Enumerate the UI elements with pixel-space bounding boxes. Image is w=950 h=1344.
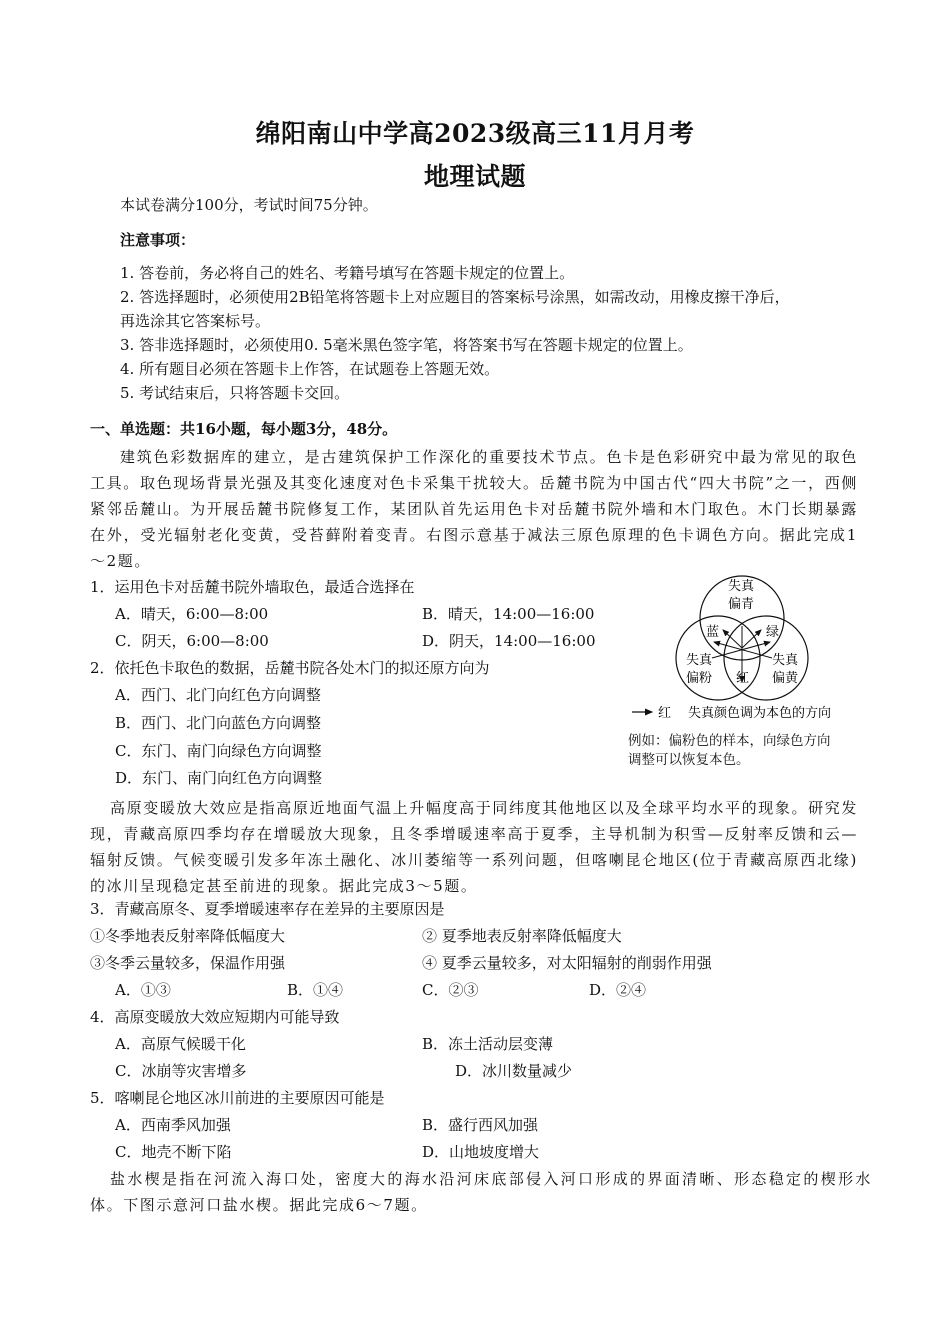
option-d: D．东门、南门向红色方向调整 [115, 769, 323, 787]
statement-1: ①冬季地表反射率降低幅度大 [90, 927, 286, 945]
passage-color-card: 建筑色彩数据库的建立，是古建筑保护工作深化的重要技术节点。色卡是色彩研究中最为常见的取色工具。取色现场背景光强及其变化速度对色卡采集干扰较大。岳麓书院为中国古代“四大书院”之一，西侧紧邻岳麓山。为开展岳麓书院修复工作，某团队首先运用色卡对岳麓书院外墙和木门取色。木门长期暴露在外，受光辐射老化变黄，受苔藓附着变青。右图示意基于减法三原色原理的色卡调色方向。据此完成1～2题。 [90, 448, 858, 570]
legend-arrow-label: 红 [658, 706, 672, 720]
circle-right-label: 偏黄 [772, 671, 799, 686]
statement-2: ② 夏季地表反射率降低幅度大 [422, 927, 622, 945]
option-d: D．阴天，14:00—16:00 [422, 632, 596, 650]
option-c: C．东门、南门向绿色方向调整 [115, 742, 322, 760]
question-stem: 4．高原变暖放大效应短期内可能导致 [90, 1008, 340, 1026]
option-d: D．山地坡度增大 [422, 1143, 540, 1161]
option-a: A．西南季风加强 [115, 1116, 231, 1134]
option-b: B．盛行西风加强 [422, 1116, 539, 1134]
option-a: A．①③ [115, 981, 171, 999]
page-title: 绵阳南山中学高2023级高三11月月考 [255, 119, 695, 148]
notice-item: 5. 考试结束后，只将答题卡交回。 [120, 384, 350, 402]
option-d: D．②④ [589, 981, 647, 999]
notice-item: 3. 答非选择题时，必须使用0. 5毫米黑色签字笔，将答案书写在答题卡规定的位置上。 [120, 336, 693, 354]
option-a: A．高原气候暖干化 [115, 1035, 246, 1053]
label-blue: 蓝 [706, 625, 720, 640]
option-a: A．西门、北门向红色方向调整 [115, 686, 321, 704]
passage-plateau-warming: 高原变暖放大效应是指高原近地面气温上升幅度高于同纬度其他地区以及全球平均水平的现象。研究发现，青藏高原四季均存在增暖放大现象，且冬季增暖速率高于夏季，主导机制为积雪—反射率反馈和云—辐射反馈。气候变暖引发多年冻土融化、冰川萎缩等一系列问题，但喀喇昆仑地区(位于青藏高原西北缘)的冰川呈现稳定甚至前进的现象。据此完成3～5题。 [90, 799, 858, 895]
question-stem: 3．青藏高原冬、夏季增暖速率存在差异的主要原因是 [90, 900, 445, 918]
option-b: B．①④ [287, 981, 344, 999]
label-red: 红 [736, 671, 750, 686]
option-a: A．晴天，6:00—8:00 [115, 605, 269, 623]
option-c: C．②③ [422, 981, 479, 999]
question-stem: 2．依托色卡取色的数据，岳麓书院各处木门的拟还原方向为 [90, 659, 490, 677]
option-b: B．晴天，14:00—16:00 [422, 605, 595, 623]
passage-salt-wedge: 盐水楔是指在河流入海口处，密度大的海水沿河床底部侵入河口形成的界面清晰、形态稳定的楔形水体。下图示意河口盐水楔。据此完成6～7题。 [90, 1170, 872, 1214]
option-b: B．西门、北门向蓝色方向调整 [115, 714, 322, 732]
notice-item: 4. 所有题目必须在答题卡上作答，在试题卷上答题无效。 [120, 360, 500, 378]
circle-left-label: 失真 [686, 653, 713, 668]
color-card-diagram [620, 570, 880, 720]
statement-3: ③冬季云量较多，保温作用强 [90, 954, 286, 972]
figure-example: 例如：偏粉色的样本，向绿色方向 [628, 733, 831, 749]
option-c: C．冰崩等灾害增多 [115, 1062, 247, 1080]
notice-item: 2. 答选择题时，必须使用2B铅笔将答题卡上对应题目的答案标号涂黑，如需改动，用橡皮擦干净后， [120, 288, 790, 306]
page-subtitle: 地理试题 [423, 162, 526, 191]
legend-text: 失真颜色调为本色的方向 [688, 706, 832, 720]
notice-item: 再选涂其它答案标号。 [120, 312, 271, 330]
circle-top-label: 偏青 [728, 597, 755, 612]
section-heading: 一、单选题：共16小题，每小题3分，48分。 [90, 420, 398, 438]
option-b: B．冻土活动层变薄 [422, 1035, 554, 1053]
notice-item: 1. 答卷前，务必将自己的姓名、考籍号填写在答题卡规定的位置上。 [120, 264, 575, 282]
exam-intro: 本试卷满分100分，考试时间75分钟。 [120, 196, 378, 214]
option-c: C．地壳不断下陷 [115, 1143, 232, 1161]
figure-example: 调整可以恢复本色。 [628, 752, 750, 768]
question-stem: 1．运用色卡对岳麓书院外墙取色，最适合选择在 [90, 578, 415, 596]
option-c: C．阴天，6:00—8:00 [115, 632, 269, 650]
circle-right-label: 失真 [772, 653, 799, 668]
notice-heading: 注意事项： [120, 231, 196, 249]
circle-left-label: 偏粉 [686, 671, 713, 686]
statement-4: ④ 夏季云量较多，对太阳辐射的削弱作用强 [422, 954, 712, 972]
label-green: 绿 [766, 625, 780, 640]
option-d: D．冰川数量减少 [455, 1062, 573, 1080]
question-stem: 5．喀喇昆仑地区冰川前进的主要原因可能是 [90, 1089, 385, 1107]
circle-top-label: 失真 [728, 579, 755, 594]
